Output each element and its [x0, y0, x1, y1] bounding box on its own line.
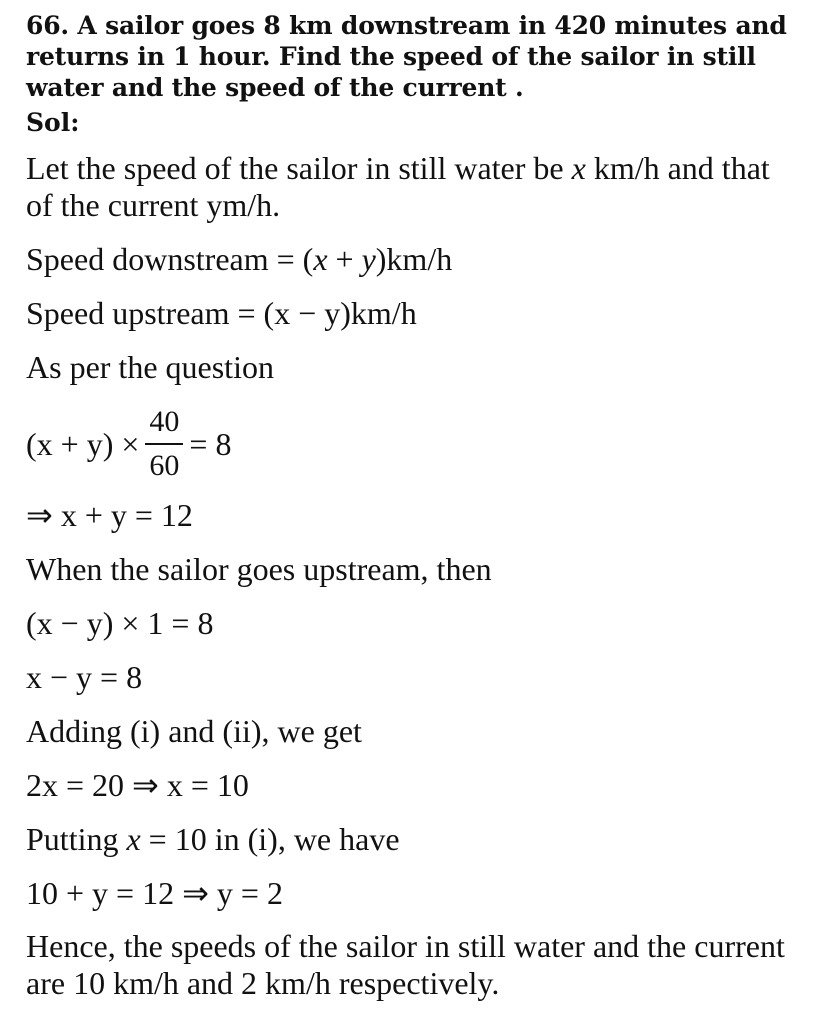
equation-1-left: (x + y) × [26, 425, 140, 462]
fraction [145, 405, 183, 483]
equation-2-result: x − y = 8 [26, 659, 143, 695]
equation-1-result: ⇒ x + y = 12 [26, 497, 193, 533]
downstream-text-a: Speed downstream = ( [26, 241, 314, 277]
adding-statement: Adding (i) and (ii), we get [26, 713, 362, 749]
speed-upstream: Speed upstream = (x − y)km/h [26, 295, 417, 331]
putting-variable: x [126, 821, 141, 857]
conclusion: Hence, the speeds of the sailor in still water and the current are 10 km/h and 2 km/h respectively. [26, 928, 785, 1001]
downstream-x: x [313, 241, 328, 277]
question-text: 66. A sailor goes 8 km downstream in 420 minutes and returns in 1 hour. Find the speed of the sailor in still water and the speed of the current . [26, 11, 787, 102]
equation-1 [26, 402, 794, 486]
putting-statement [26, 820, 794, 858]
downstream-plus: + [327, 241, 362, 277]
equation-1-right: = 8 [189, 425, 232, 462]
downstream-text-b: )km/h [375, 241, 453, 277]
equation-2: (x − y) × 1 = 8 [26, 605, 214, 641]
intro-text-a: Let the speed of the sailor in still water be [26, 150, 572, 186]
intro-statement [26, 150, 794, 224]
speed-downstream [26, 240, 794, 278]
equation-3: 2x = 20 ⇒ x = 10 [26, 767, 249, 803]
putting-text-b: = 10 in (i), we have [140, 821, 400, 857]
fraction-numerator: 40 [145, 405, 183, 445]
putting-text-a: Putting [26, 821, 127, 857]
downstream-y: y [361, 241, 376, 277]
as-per-question: As per the question [26, 349, 274, 385]
solution-heading: Sol: [26, 108, 80, 137]
intro-variable: x [571, 150, 586, 186]
upstream-intro: When the sailor goes upstream, then [26, 551, 492, 587]
fraction-denominator: 60 [149, 449, 180, 482]
intro-text-b: km/h and that of the current ym/h. [26, 150, 770, 223]
equation-4: 10 + y = 12 ⇒ y = 2 [26, 875, 283, 911]
